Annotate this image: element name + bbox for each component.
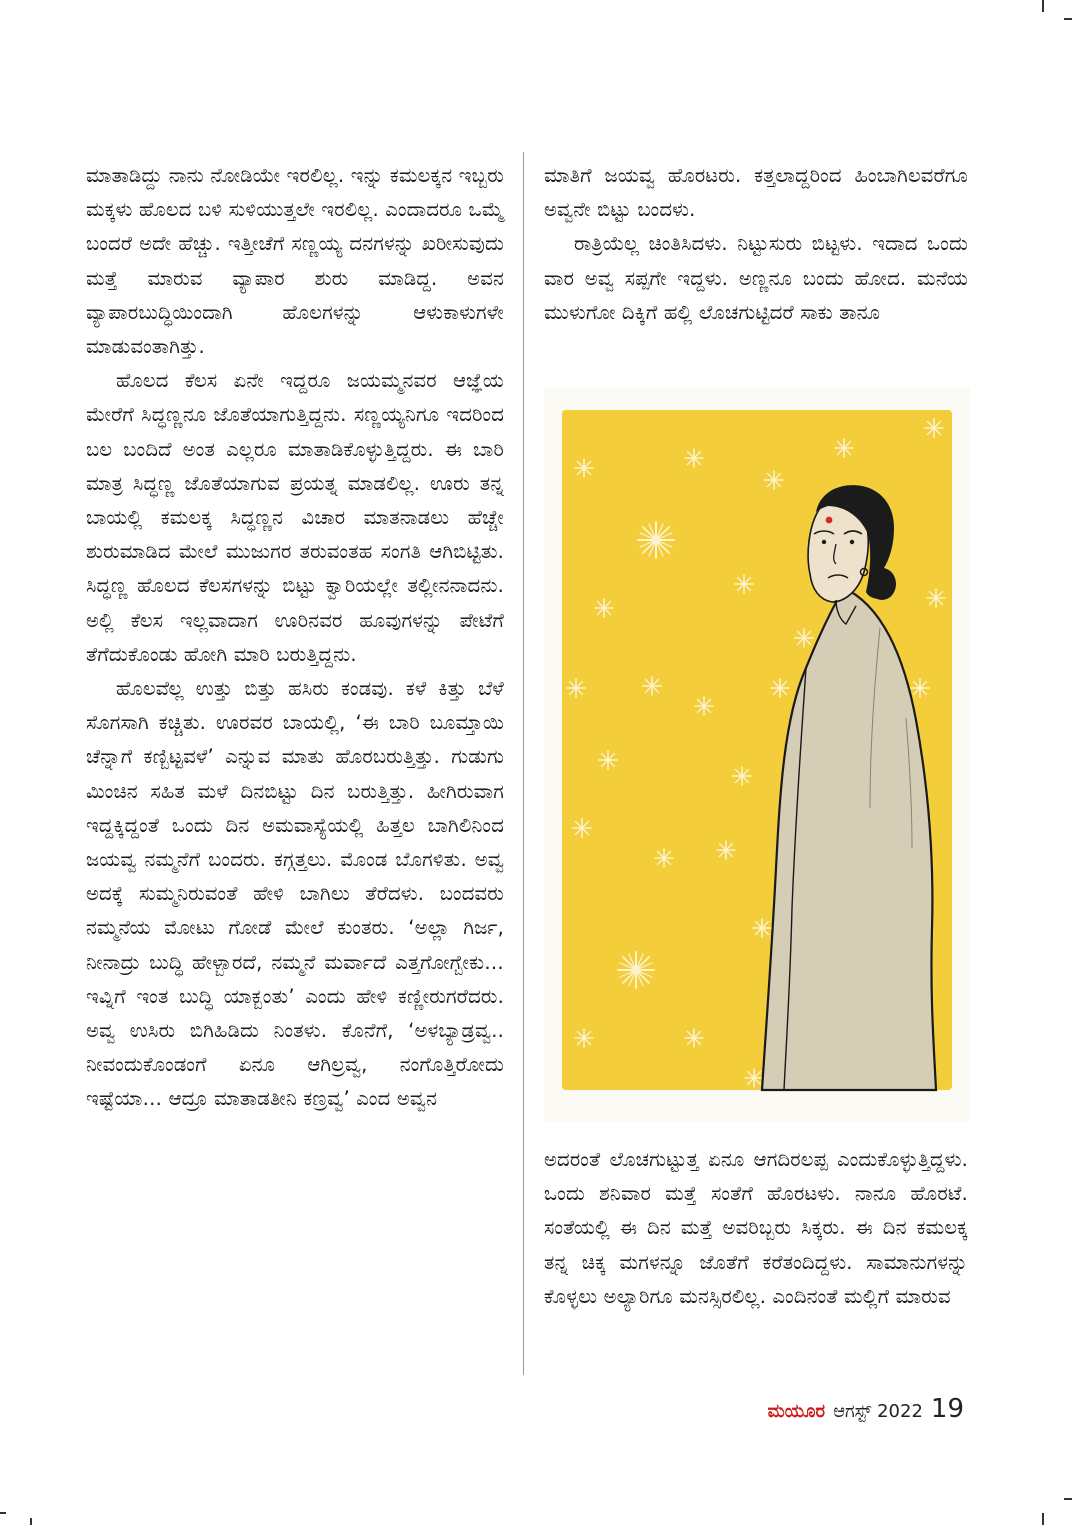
right-column-bottom bbox=[544, 1143, 968, 1314]
paragraph: ಹೊಲದ ಕೆಲಸ ಏನೇ ಇದ್ದರೂ ಜಯಮ್ಮನವರ ಆಜ್ಞೆಯ ಮೇರೆಗೆ ಸಿದ್ಧಣ್ಣನೂ ಜೊತೆಯಾಗುತ್ತಿದ್ದನು. ಸಣ್ಣಯ್ಯನಿಗೂ ಇದರಿಂದ ಬಲ ಬಂದಿದೆ ಅಂತ ಎಲ್ಲರೂ ಮಾತಾಡಿಕೊಳ್ಳುತ್ತಿದ್ದರು. ಈ ಬಾರಿ ಮಾತ್ರ ಸಿದ್ಧಣ್ಣ ಜೊತೆಯಾಗುವ ಪ್ರಯತ್ನ ಮಾಡಲಿಲ್ಲ. ಊರು ತನ್ನ ಬಾಯಲ್ಲಿ ಕಮಲಕ್ಕ ಸಿದ್ಧಣ್ಣನ ವಿಚಾರ ಮಾತನಾಡಲು ಹೆಚ್ಚೇ ಶುರುಮಾಡಿದ ಮೇಲೆ ಮುಜುಗರ ತರುವಂತಹ ಸಂಗತಿ ಆಗಿಬಿಟ್ಟಿತು. ಸಿದ್ಧಣ್ಣ ಹೊಲದ ಕೆಲಸಗಳನ್ನು ಬಿಟ್ಟು ಕ್ವಾರಿಯಲ್ಲೇ ತಲ್ಲೀನನಾದನು. ಅಲ್ಲಿ ಕೆಲಸ ಇಲ್ಲವಾದಾಗ ಊರಿನವರ ಹೂವುಗಳನ್ನು ಪೇಟೆಗೆ ತೆಗೆದುಕೊಂಡು ಹೋಗಿ ಮಾರಿ ಬರುತ್ತಿದ್ದನು. bbox=[86, 369, 504, 666]
paragraph: ಹೊಲವೆಲ್ಲ ಉತ್ತು ಬಿತ್ತು ಹಸಿರು ಕಂಡವು. ಕಳೆ ಕಿತ್ತು ಬೆಳೆ ಸೊಗಸಾಗಿ ಕಚ್ಚಿತು. ಊರವರ ಬಾಯಲ್ಲಿ, ‘ಈ ಬಾರಿ ಬೂಮ್ತಾಯಿ ಚೆನ್ನಾಗೆ ಕಣ್ಬಿಟ್ಟವಳೆ’ ಎನ್ನುವ ಮಾತು ಹೊರಬರುತ್ತಿತ್ತು. ಗುಡುಗು ಮಿಂಚಿನ ಸಹಿತ ಮಳೆ ದಿನಬಿಟ್ಟು ದಿನ ಬರುತ್ತಿತ್ತು. ಹೀಗಿರುವಾಗ ಇದ್ದಕ್ಕಿದ್ದಂತೆ ಒಂದು ದಿನ ಅಮವಾಸ್ಯೆಯಲ್ಲಿ ಹಿತ್ತಲ ಬಾಗಿಲಿನಿಂದ ಜಯವ್ವ ನಮ್ಮನೆಗೆ ಬಂದರು. ಕಗ್ಗತ್ತಲು. ಮೊಂಡ ಬೊಗಳಿತು. ಅವ್ವ ಅದಕ್ಕೆ ಸುಮ್ಮನಿರುವಂತೆ ಹೇಳಿ ಬಾಗಿಲು ತೆರೆದಳು. ಬಂದವರು ನಮ್ಮನೆಯ ಮೋಟು ಗೋಡೆ ಮೇಲೆ ಕುಂತರು. ‘ಅಲ್ಲಾ ಗಿರ್ಜ, ನೀನಾದ್ರು ಬುದ್ಧಿ ಹೇಳ್ಬಾರದೆ, ನಮ್ಮನೆ ಮರ್ವಾದೆ ಎತ್ತಗೋಗ್ಬೇಕು… ಇವ್ನಿಗೆ ಇಂತ ಬುದ್ಧಿ ಯಾಕ್ಬಂತು’ ಎಂದು ಹೇಳಿ ಕಣ್ಣೀರುಗರೆದರು. ಅವ್ವ ಉಸಿರು ಬಿಗಿಹಿಡಿದು ನಿಂತಳು. ಕೊನೆಗೆ, ‘ಅಳಬ್ಯಾಡ್ರವ್ವ.. ನೀವಂದುಕೊಂಡಂಗೆ ಏನೂ ಆಗಿಲ್ರವ್ವ, ನಂಗೊತ್ತಿರೋದು ಇಷ್ಟೆಯಾ… ಆದ್ರೂ ಮಾತಾಡತೀನಿ ಕಣ್ರವ್ವ’ ಎಂದ ಅವ್ವನ bbox=[86, 677, 504, 1111]
paragraph: ಅದರಂತೆ ಲೊಚಗುಟ್ಟುತ್ತ ಏನೂ ಆಗದಿರಲಪ್ಪ ಎಂದುಕೊಳ್ಳುತ್ತಿದ್ದಳು. ಒಂದು ಶನಿವಾರ ಮತ್ತೆ ಸಂತೆಗೆ ಹೊರಟಳು. ನಾನೂ ಹೊರಟೆ. ಸಂತೆಯಲ್ಲಿ ಈ ದಿನ ಮತ್ತೆ ಅವರಿಬ್ಬರು ಸಿಕ್ಕರು. ಈ ದಿನ ಕಮಲಕ್ಕ ತನ್ನ ಚಿಕ್ಕ ಮಗಳನ್ನೂ ಜೊತೆಗೆ ಕರೆತಂದಿದ್ದಳು. ಸಾಮಾನುಗಳನ್ನು ಕೊಳ್ಳಲು ಅಲ್ಯಾರಿಗೂ ಮನಸ್ಸಿರಲಿಲ್ಲ. ಎಂದಿನಂತೆ ಮಲ್ಲಿಗೆ ಮಾರುವ bbox=[544, 1148, 968, 1308]
illustration bbox=[544, 388, 970, 1121]
magazine-brand: ಮಯೂರ bbox=[767, 1401, 826, 1422]
paragraph: ಮಾತಿಗೆ ಜಯವ್ವ ಹೊರಟರು. ಕತ್ತಲಾದ್ದರಿಂದ ಹಿಂಬಾಗಿಲವರೆಗೂ ಅವ್ವನೇ ಬಿಟ್ಟು ಬಂದಳು. bbox=[544, 164, 968, 222]
paragraph: ರಾತ್ರಿಯೆಲ್ಲ ಚಿಂತಿಸಿದಳು. ನಿಟ್ಟುಸುರು ಬಿಟ್ಟಳು. ಇದಾದ ಒಂದು ವಾರ ಅವ್ವ ಸಪ್ಪಗೇ ಇದ್ದಳು. ಅಣ್ಣನೂ ಬಂದು ಹೋದ. ಮನೆಯ ಮುಳುಗೋ ದಿಕ್ಕಿಗೆ ಹಲ್ಲಿ ಲೊಚಗುಟ್ಟಿದರೆ ಸಾಕು ತಾನೂ bbox=[544, 232, 968, 324]
right-column-top bbox=[544, 159, 968, 330]
issue-date: ಆಗಸ್ಟ್ 2022 bbox=[833, 1401, 923, 1422]
bindi bbox=[826, 517, 833, 524]
crop-mark-top-right bbox=[1042, 0, 1044, 12]
paragraph: ಮಾತಾಡಿದ್ದು ನಾನು ನೋಡಿಯೇ ಇರಲಿಲ್ಲ. ಇನ್ನು ಕಮಲಕ್ಕನ ಇಬ್ಬರು ಮಕ್ಕಳು ಹೊಲದ ಬಳಿ ಸುಳಿಯುತ್ತಲೇ ಇರಲಿಲ್ಲ. ಎಂದಾದರೂ ಒಮ್ಮೆ ಬಂದರೆ ಅದೇ ಹೆಚ್ಚು. ಇತ್ತೀಚೆಗೆ ಸಣ್ಣಯ್ಯ ದನಗಳನ್ನು ಖರೀಸುವುದು ಮತ್ತೆ ಮಾರುವ ವ್ಯಾಪಾರ ಶುರು ಮಾಡಿದ್ದ. ಅವನ ವ್ಯಾಪಾರಬುದ್ಧಿಯಿಂದಾಗಿ ಹೊಲಗಳನ್ನು ಆಳುಕಾಳುಗಳೇ ಮಾಡುವಂತಾಗಿತ್ತು. bbox=[86, 164, 504, 359]
crop-mark-right-upper bbox=[1064, 18, 1072, 20]
column-divider bbox=[523, 152, 524, 1375]
crop-mark-bottom-center bbox=[30, 1518, 32, 1525]
left-column bbox=[86, 159, 504, 1117]
illustration-svg bbox=[544, 388, 970, 1121]
crop-mark-bottom-right bbox=[1042, 1513, 1044, 1525]
page-number: 19 bbox=[930, 1394, 964, 1424]
crop-mark-bottom-left bbox=[0, 1512, 6, 1514]
page-footer bbox=[768, 1394, 964, 1430]
crop-mark-right-lower bbox=[1064, 1498, 1072, 1500]
hair-bun bbox=[868, 568, 896, 600]
